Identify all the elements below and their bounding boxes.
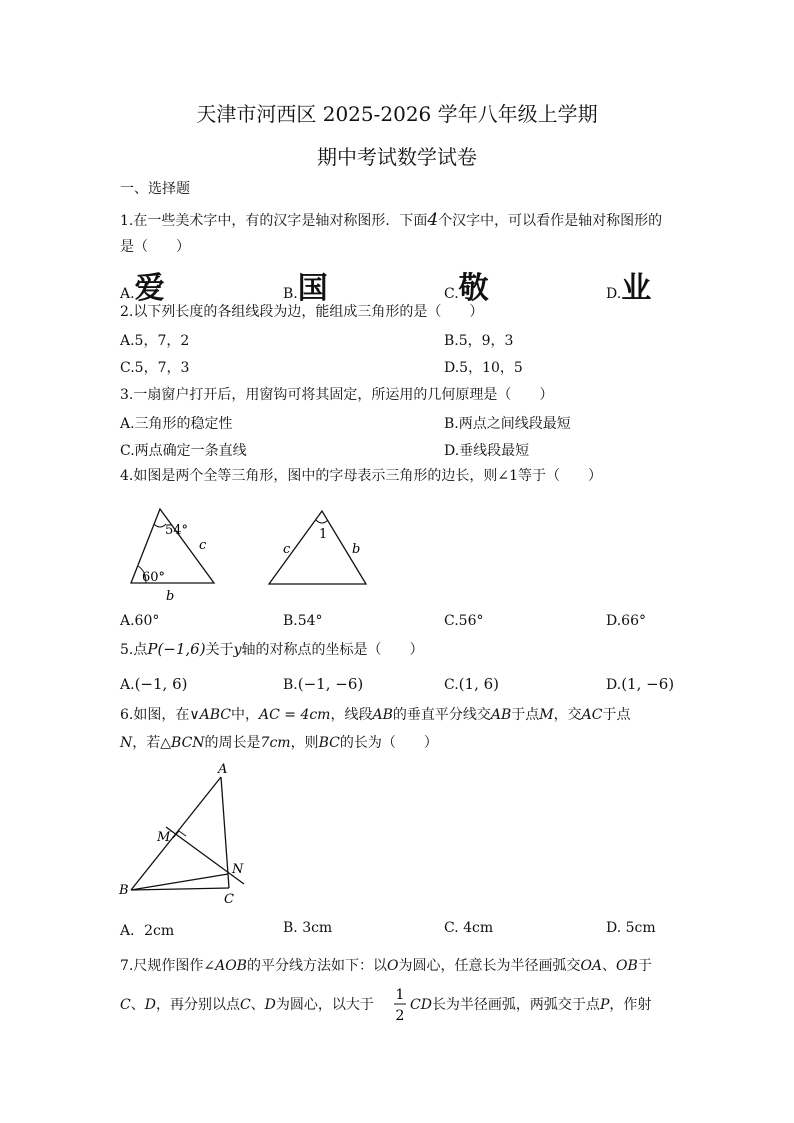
q6-l1-e: 于点	[511, 707, 540, 723]
question-6-line1	[120, 706, 630, 724]
question-5	[120, 640, 424, 659]
q7-l1-sep: 、	[602, 958, 617, 974]
question-4: 4.如图是两个全等三角形，图中的字母表示三角形的边长，则∠1等于（ ）	[120, 468, 602, 484]
q6-l1-b: 中，	[230, 707, 259, 723]
q7-l1-b: 的平分线方法如下：以	[246, 958, 387, 974]
q6-l2-c: ，则	[290, 735, 319, 751]
q5-option-c-value: (1, 6)	[458, 675, 499, 693]
q1-option-b-label: B.	[283, 286, 298, 302]
q2-option-d[interactable]: D.5，10，5	[444, 360, 523, 376]
q6-l1-tri: ∨ABC	[189, 707, 231, 723]
q6-l2-d: 的长为（ ）	[339, 735, 438, 751]
q7-l2-c: C	[120, 997, 131, 1013]
question-7-line2-part1	[120, 996, 374, 1014]
q2-option-b[interactable]: B.5，9，3	[444, 333, 514, 349]
q6-option-d[interactable]: D. 5cm	[606, 920, 656, 936]
q6-segment-bn	[131, 874, 228, 890]
q1-text-b: 个汉字中，可以看作是轴对称图形的	[438, 213, 663, 229]
q6-segment-bc	[131, 888, 229, 890]
q7-l2-sep: 、	[130, 997, 145, 1013]
q6-option-c[interactable]: C. 4cm	[444, 920, 494, 936]
q5-option-b-label: B.	[283, 677, 298, 693]
q5-option-a-label: A.	[120, 677, 135, 693]
q6-label-n: N	[232, 862, 244, 877]
q5-option-d[interactable]	[606, 675, 674, 693]
q5-point: P(−1,6)	[147, 640, 206, 658]
q3-option-b[interactable]: B.两点之间线段最短	[444, 416, 571, 432]
q7-l1-c: 为圆心，任意长为半径画弧交	[398, 958, 581, 974]
q6-l1-g: 于点	[602, 707, 631, 723]
q5-option-d-label: D.	[606, 677, 622, 693]
q6-l2-len: 7cm	[260, 735, 291, 751]
q6-l1-eq: AC = 4cm	[258, 707, 331, 723]
section-heading-choice: 一、选择题	[120, 181, 190, 197]
question-7-line1	[120, 957, 652, 975]
q4-label-c-right-tri: c	[283, 542, 291, 557]
q4-label-54: 54°	[165, 523, 189, 538]
q4-option-b[interactable]: B.54°	[283, 613, 323, 629]
q6-label-m: M	[157, 830, 171, 845]
q7-l2-e: 长为半径画弧，两弧交于点	[431, 997, 600, 1013]
q6-l1-ac: AC	[581, 707, 603, 723]
q5-option-c-label: C.	[444, 677, 459, 693]
q1-option-a-label: A.	[120, 286, 135, 302]
q5-text-a: 5.点	[120, 642, 148, 658]
q5-axis: y	[233, 642, 242, 658]
q5-option-b-value: (−1, −6)	[297, 675, 364, 693]
q1-option-d-label: D.	[606, 286, 622, 302]
q6-option-a[interactable]: A．2cm	[120, 923, 175, 939]
q4-option-c[interactable]: C.56°	[444, 613, 484, 629]
q4-label-60: 60°	[142, 570, 166, 585]
q1-option-a-char: 爱	[134, 271, 165, 306]
q7-l1-d: 于	[637, 958, 652, 974]
q6-l1-d: 的垂直平分线交	[392, 707, 491, 723]
q4-triangle-right	[269, 511, 366, 584]
q6-l1-a: 6.如图，在	[120, 707, 190, 723]
q6-label-b: B	[119, 883, 129, 898]
q7-l2-cd: CD	[410, 997, 432, 1013]
q7-l2-b: 为圆心，以大于	[275, 997, 374, 1013]
q4-angle-arc-1	[316, 520, 328, 523]
q6-l1-ab: AB	[372, 707, 393, 723]
q1-option-d-char: 业	[621, 271, 652, 306]
q6-label-c: C	[224, 892, 234, 907]
question-1-line2: 是（ ）	[120, 239, 190, 255]
q4-label-c-left-tri: c	[199, 538, 207, 553]
q6-l2-n: N	[120, 735, 133, 751]
q2-option-a[interactable]: A.5，7，2	[120, 333, 190, 349]
q6-segment-ab	[131, 777, 221, 890]
q7-l2-d: D	[144, 997, 156, 1013]
q5-option-a[interactable]	[120, 675, 187, 693]
q4-option-a[interactable]: A.60°	[120, 613, 160, 629]
q6-l1-f: ，交	[553, 707, 582, 723]
q7-fraction-numerator: 1	[395, 987, 405, 1003]
q7-l1-o: O	[386, 958, 399, 974]
q5-option-a-value: (−1, 6)	[134, 675, 188, 693]
q6-l1-m: M	[539, 707, 554, 723]
q6-l2-a: ，若	[132, 735, 161, 751]
q4-triangle-left	[131, 509, 214, 604]
q6-label-a: A	[218, 762, 228, 777]
q3-option-a[interactable]: A.三角形的稳定性	[120, 416, 233, 432]
q1-number: 4	[427, 210, 439, 230]
question-3: 3.一扇窗户打开后，用窗钩可将其固定，所运用的几何原理是（ ）	[120, 387, 554, 403]
q4-label-b-left-tri: b	[166, 589, 175, 604]
q5-option-c[interactable]	[444, 675, 499, 693]
q7-l2-f: ，作射	[609, 997, 652, 1013]
q7-l1-angle: ∠AOB	[203, 958, 247, 974]
exam-title-line1: 天津市河西区 2025-2026 学年八年级上学期	[196, 102, 598, 126]
q7-fraction-denominator: 2	[395, 1008, 405, 1024]
q6-segment-ac	[221, 777, 229, 888]
q7-fraction	[394, 987, 406, 1024]
q6-option-b[interactable]: B. 3cm	[283, 920, 333, 936]
q3-option-d[interactable]: D.垂线段最短	[444, 443, 530, 459]
q6-l2-b: 的周长是	[204, 735, 261, 751]
question-7-line2-part2	[410, 996, 651, 1014]
q7-l2-d2: D	[264, 997, 276, 1013]
q7-l1-oa: OA	[580, 958, 603, 974]
q4-option-d[interactable]: D.66°	[606, 613, 646, 629]
q5-text-c: 轴的对称点的坐标是（ ）	[241, 642, 424, 658]
q7-l2-sep2: 、	[250, 997, 265, 1013]
q7-l2-p: P	[599, 997, 610, 1013]
q5-text-b: 关于	[205, 642, 234, 658]
q1-option-b-char: 国	[297, 271, 328, 306]
q5-option-b[interactable]	[283, 675, 363, 693]
question-2: 2.以下列长度的各组线段为边，能组成三角形的是（ ）	[120, 304, 484, 320]
question-6-line2	[120, 734, 438, 752]
q1-text-a: 1.在一些美术字中，有的汉字是轴对称图形．下面	[120, 213, 428, 229]
q3-option-c[interactable]: C.两点确定一条直线	[120, 443, 247, 459]
q4-label-1: 1	[319, 527, 328, 542]
q7-l2-c2: C	[239, 997, 251, 1013]
q2-option-c[interactable]: C.5，7，3	[120, 360, 190, 376]
q1-option-c-label: C.	[444, 286, 459, 302]
q5-option-d-value: (1, −6)	[621, 675, 675, 693]
q7-l2-a: ，再分别以点	[155, 997, 240, 1013]
q7-l1-a: 7.尺规作图作	[120, 958, 204, 974]
q1-option-c-char: 敬	[458, 271, 489, 306]
q6-l1-ab2: AB	[490, 707, 512, 723]
q7-l1-ob: OB	[616, 958, 638, 974]
q4-label-b-right-tri: b	[352, 542, 361, 557]
q6-l2-tri: △BCN	[160, 735, 205, 751]
q6-figure	[118, 762, 244, 907]
exam-title-line2: 期中考试数学试卷	[317, 145, 477, 169]
q6-l2-bc: BC	[318, 735, 340, 751]
q6-l1-c: ，线段	[330, 707, 373, 723]
